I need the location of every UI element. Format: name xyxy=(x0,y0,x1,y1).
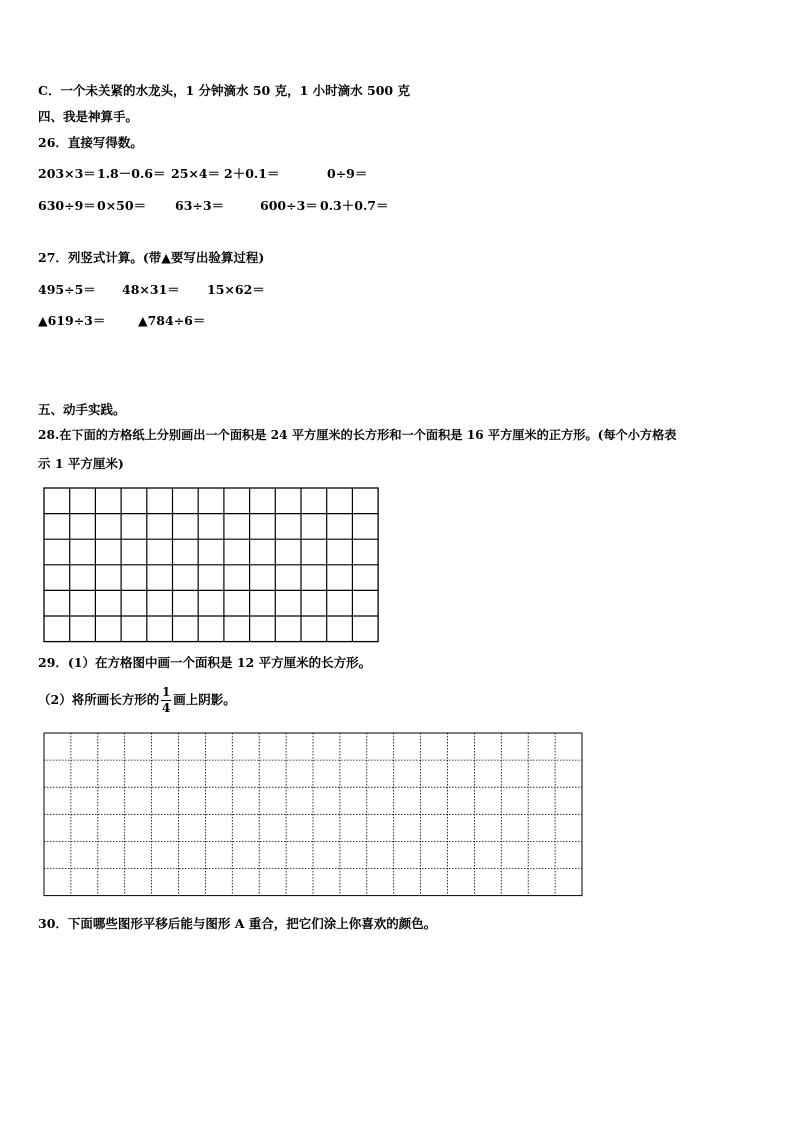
q27-item: ▲784÷6＝ xyxy=(138,313,206,328)
q29-part2-suffix: 画上阴影。 xyxy=(173,692,236,707)
q26-item: 2＋0.1＝ xyxy=(224,166,280,181)
fraction-numerator: 1 xyxy=(162,684,171,699)
q27-item: ▲619÷3＝ xyxy=(38,313,106,328)
section-4-heading: 四、我是神算手。 xyxy=(38,109,139,124)
q26-item: 630÷9＝ xyxy=(38,198,96,213)
q26-item: 0÷9＝ xyxy=(327,166,368,181)
q27-item: 15×62＝ xyxy=(207,282,265,297)
q26-item: 0×50＝ xyxy=(97,198,147,213)
q26-item: 0.3＋0.7＝ xyxy=(320,198,389,213)
question-29-part2 xyxy=(38,684,236,715)
question-28-text-line2: 示 1 平方厘米) xyxy=(38,456,124,471)
question-30-text: 30．下面哪些图形平移后能与图形 A 重合，把它们涂上你喜欢的颜色。 xyxy=(38,916,437,931)
q29-part2-prefix: （2）将所画长方形的 xyxy=(38,692,160,707)
question-26-title: 26．直接写得数。 xyxy=(38,135,143,150)
question-29-part1: 29．(1）在方格图中画一个面积是 12 平方厘米的长方形。 xyxy=(38,655,372,670)
q28-square-grid[interactable] xyxy=(43,487,380,643)
q26-item: 63÷3＝ xyxy=(175,198,225,213)
q26-item: 600÷3＝ xyxy=(260,198,318,213)
q26-item: 25×4＝ xyxy=(171,166,221,181)
q27-item: 48×31＝ xyxy=(122,282,180,297)
q27-item: 495÷5＝ xyxy=(38,282,96,297)
question-28-text-line1: 28.在下面的方格纸上分别画出一个面积是 24 平方厘米的长方形和一个面积是 16 平方厘米的正方形。(每个小方格表 xyxy=(38,428,677,442)
section-5-heading: 五、动手实践。 xyxy=(38,402,126,417)
question-27-title: 27．列竖式计算。(带▲要写出验算过程) xyxy=(38,250,265,265)
q29-dotted-grid[interactable] xyxy=(43,732,584,897)
option-c-text: C．一个未关紧的水龙头，1 分钟滴水 50 克，1 小时滴水 500 克 xyxy=(38,83,410,98)
q26-item: 203×3＝ xyxy=(38,166,96,181)
fraction-denominator: 4 xyxy=(162,700,171,715)
q26-item: 1.8－0.6＝ xyxy=(97,166,166,181)
